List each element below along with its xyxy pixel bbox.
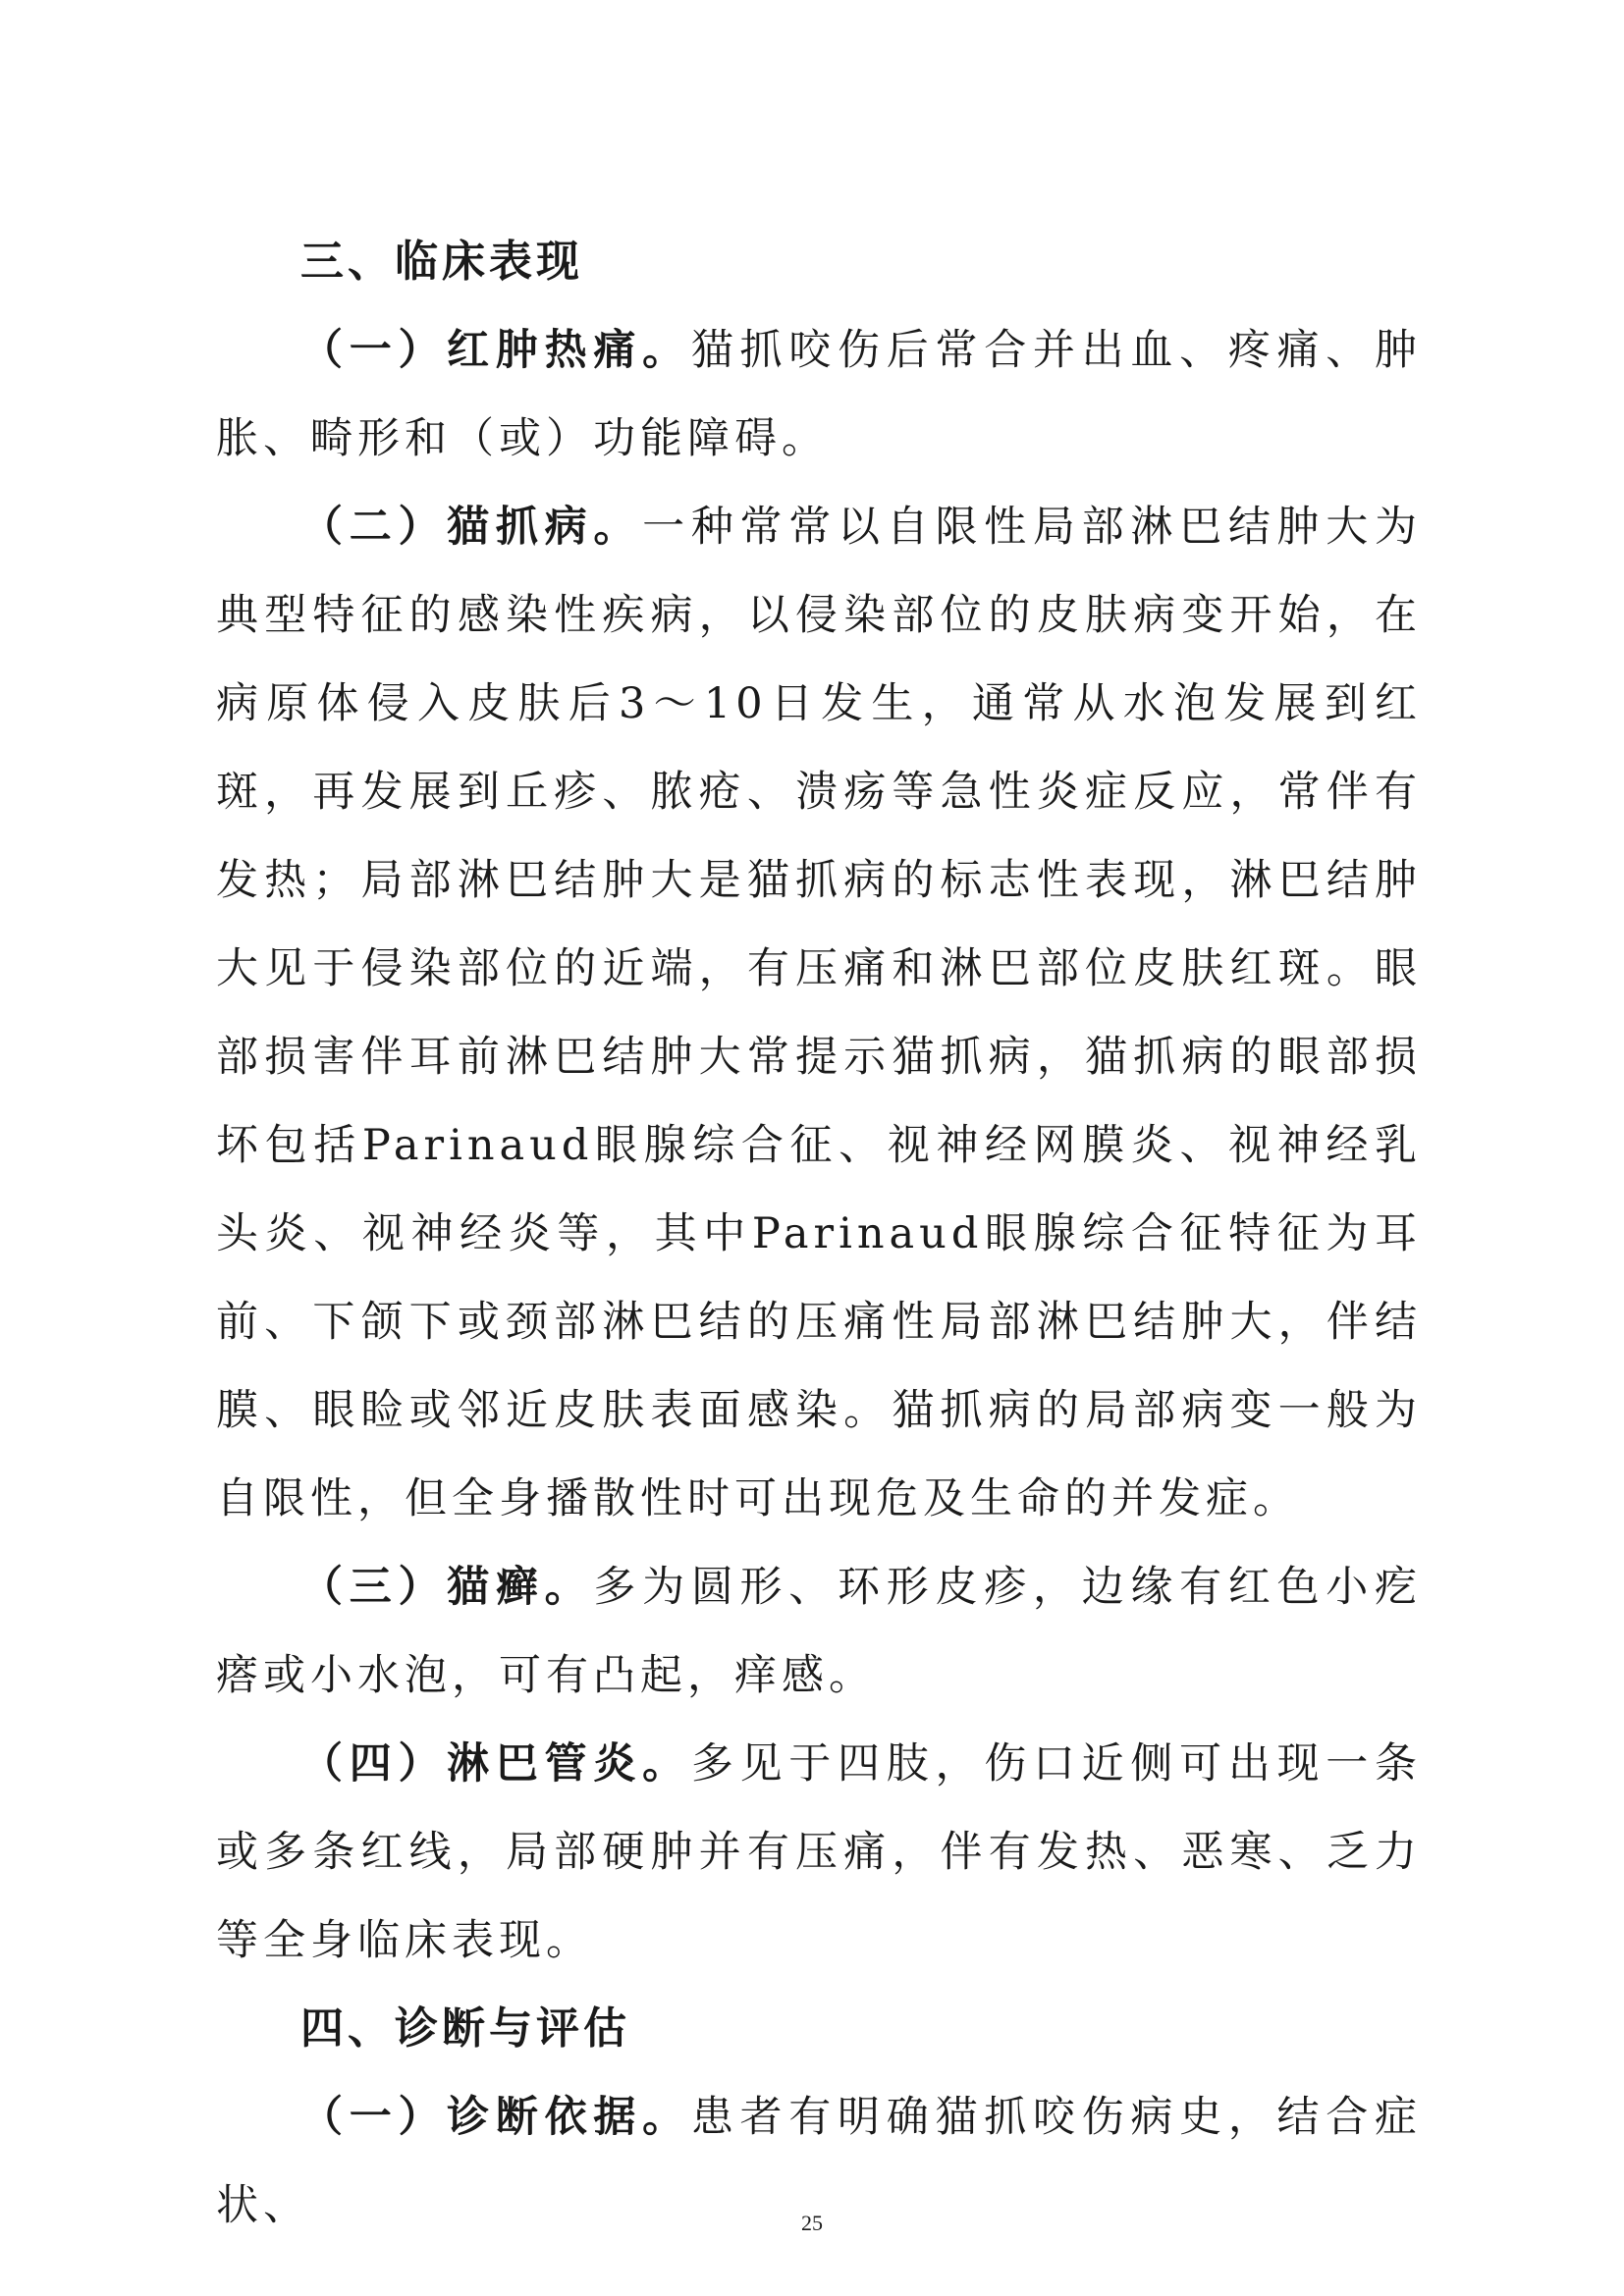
paragraph-text: 猫抓咬伤后常合并出血、疼痛、肿胀、畸形和（或）功能障碍。 bbox=[216, 326, 1423, 463]
paragraph-lead: （一）红肿热痛。 bbox=[300, 326, 691, 375]
paragraph-lead: （四）淋巴管炎。 bbox=[300, 1739, 691, 1789]
paragraph-cat-ringworm bbox=[216, 1543, 1422, 1720]
paragraph-cat-scratch-disease bbox=[216, 483, 1422, 1543]
section-heading-diagnosis-assessment: 四、诊断与评估 bbox=[300, 2003, 630, 2054]
paragraph-lymphangitis bbox=[216, 1720, 1422, 1985]
paragraph-lead: （二）猫抓病。 bbox=[300, 503, 643, 552]
paragraph-text: 一种常常以自限性局部淋巴结肿大为典型特征的感染性疾病，以侵染部位的皮肤病变开始，在病原体侵入皮肤后3～10日发生，通常从水泡发展到红斑，再发展到丘疹、脓疮、溃疡等急性炎症反应，常伴有发热；局部淋巴结肿大是猫抓病的标志性表现，淋巴结肿大见于侵染部位的近端，有压痛和淋巴部位皮肤红斑。眼部损害伴耳前淋巴结肿大常提示猫抓病，猫抓病的眼部损坏包括Parinaud眼腺综合征、视神经网膜炎、视神经乳头炎、视神经炎等，其中Parinaud眼腺综合征特征为耳前、下颌下或颈部淋巴结的压痛性局部淋巴结肿大，伴结膜、眼睑或邻近皮肤表面感染。猫抓病的局部病变一般为自限性，但全身播散性时可出现危及生命的并发症。 bbox=[216, 503, 1423, 1523]
paragraph-redness-swelling bbox=[216, 306, 1422, 483]
section-heading-clinical-manifestations: 三、临床表现 bbox=[300, 237, 583, 287]
paragraph-text: 患者有明确猫抓咬伤病史，结合症状、 bbox=[216, 2093, 1423, 2230]
paragraph-text: 多为圆形、环形皮疹，边缘有红色小疙瘩或小水泡，可有凸起，痒感。 bbox=[216, 1563, 1423, 1700]
paragraph-lead: （一）诊断依据。 bbox=[300, 2093, 691, 2142]
page-body bbox=[216, 218, 1422, 2250]
page-number: 25 bbox=[801, 2211, 823, 2235]
paragraph-lead: （三）猫癣。 bbox=[300, 1563, 594, 1612]
paragraph-text: 多见于四肢，伤口近侧可出现一条或多条红线，局部硬肿并有压痛，伴有发热、恶寒、乏力等全身临床表现。 bbox=[216, 1739, 1423, 1965]
